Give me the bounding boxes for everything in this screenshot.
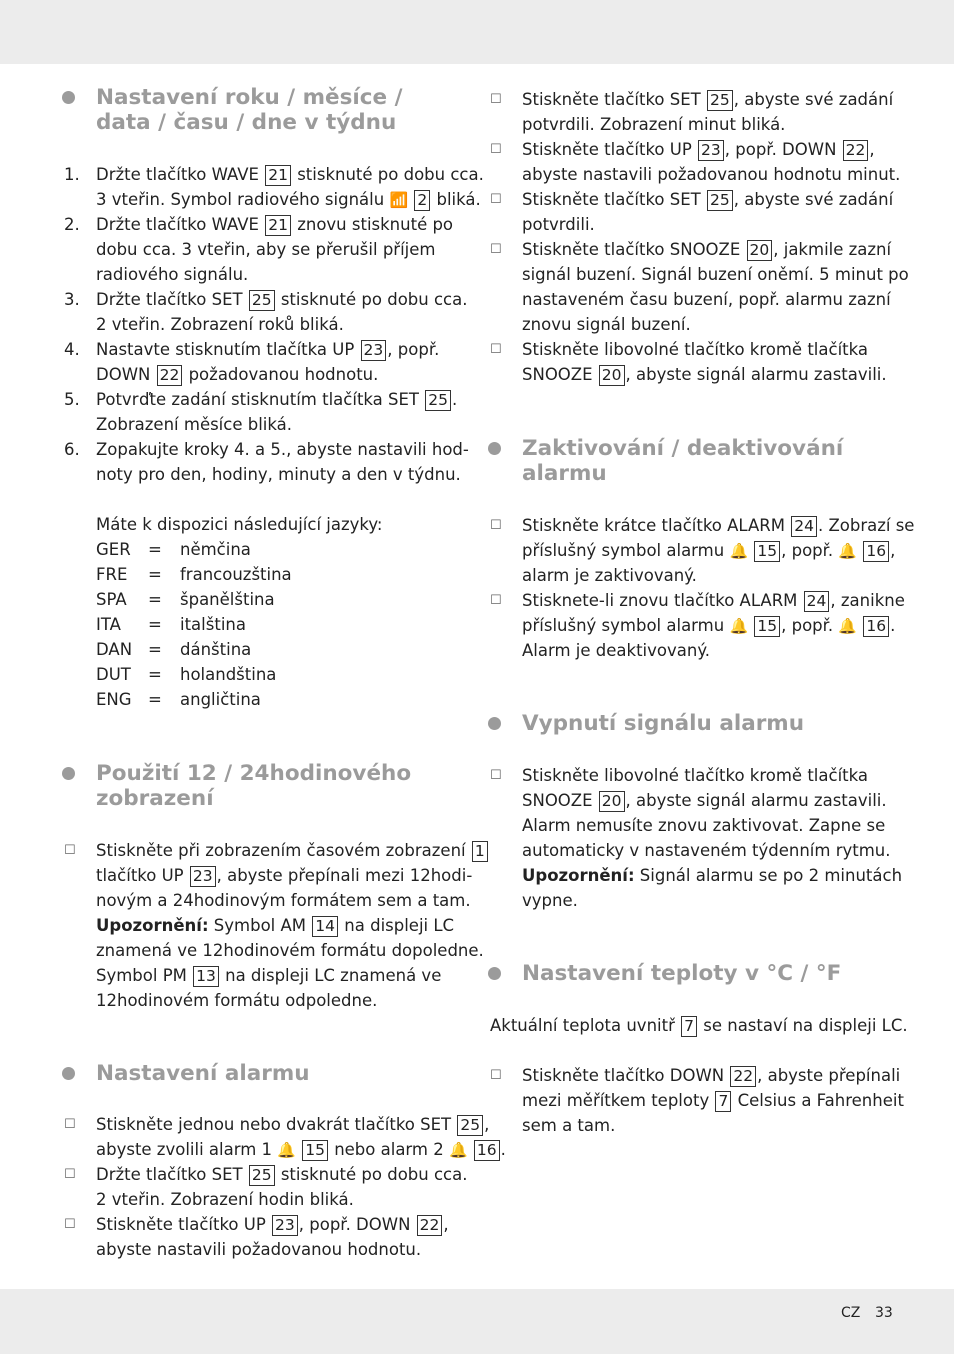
text-line: sem a tam. (522, 1116, 616, 1135)
part-number-ref: 13 (193, 966, 219, 987)
text-line: Držte tlačítko WAVE 21 znovu stisknuté po (96, 215, 454, 234)
heading-bullet-icon (488, 442, 501, 455)
part-number-ref: 20 (747, 240, 773, 261)
part-number-ref: 16 (474, 1140, 500, 1161)
paragraph-text: Aktuální teplota uvnitř 7 se nastaví na displeji LC. (490, 1016, 908, 1035)
part-number-ref: 15 (754, 541, 780, 562)
alarm-bell-icon: 🔔 (277, 1141, 296, 1159)
heading-text: Vypnutí signálu alarmu (522, 711, 805, 736)
part-number-ref: 23 (272, 1215, 298, 1236)
text-line: alarm je zaktivovaný. (522, 566, 697, 585)
text-line: novým a 24hodinovým formátem sem a tam. (96, 891, 471, 910)
text-line: Stiskněte libovolné tlačítko kromě tlačítka (522, 766, 868, 785)
text-line: 2 vteřin. Zobrazení roků bliká. (96, 315, 344, 334)
step-number: 1. (64, 165, 80, 184)
part-number-ref: 25 (457, 1115, 483, 1136)
text-line: Nastavte stisknutím tlačítka UP 23 , popř. (96, 340, 440, 359)
part-number-ref: 1 (472, 841, 488, 862)
part-number-ref: 22 (417, 1215, 443, 1236)
equals-sign: = (148, 640, 162, 659)
text-line: Stiskněte tlačítko UP 23 , popř. DOWN 22 , (522, 140, 875, 159)
text-line: Stiskněte krátce tlačítko ALARM 24 . Zobrazí se (522, 516, 915, 535)
checkbox-bullet-icon: ☐ (490, 242, 502, 257)
footer-language: CZ (841, 1305, 861, 1321)
checkbox-bullet-icon: ☐ (490, 768, 502, 783)
equals-sign: = (148, 690, 162, 709)
part-number-ref: 7 (681, 1016, 697, 1037)
text-line: noty pro den, hodiny, minuty a den v týdnu. (96, 465, 461, 484)
checkbox-bullet-icon: ☐ (64, 1117, 76, 1132)
language-name: španělština (180, 590, 275, 609)
part-number-ref: 25 (707, 90, 733, 111)
text-line: 3 vteřin. Symbol radiového signálu 📶 2 bliká. (96, 187, 481, 213)
text-line: Stiskněte tlačítko DOWN 22 , abyste přepínali (522, 1066, 901, 1085)
text-line: abyste nastavili požadovanou hodnotu. (96, 1240, 422, 1259)
text-line: Zopakujte kroky 4. a 5., abyste nastavili hod- (96, 440, 469, 459)
text-line: abyste nastavili požadovanou hodnotu minut. (522, 165, 901, 184)
footer-page-number: 33 (875, 1305, 893, 1321)
part-number-ref: 24 (804, 591, 830, 612)
footer-band (0, 1289, 954, 1354)
part-number-ref: 23 (190, 866, 216, 887)
part-number-ref: 22 (843, 140, 869, 161)
part-number-ref: 22 (157, 365, 183, 386)
text-line: SNOOZE 20 , abyste signál alarmu zastavili. (522, 365, 887, 384)
text-line: DOWN 22 požadovanou hodnotu. (96, 365, 379, 384)
text-line: radiového signálu. (96, 265, 249, 284)
languages-intro: Máte k dispozici následující jazyky: (96, 515, 383, 534)
text-line: vypne. (522, 891, 578, 910)
language-code: FRE (96, 565, 128, 584)
text-line: příslušný symbol alarmu 🔔 15 , popř. 🔔 16 . (522, 613, 895, 639)
checkbox-bullet-icon: ☐ (490, 342, 502, 357)
heading-text: Nastavení alarmu (96, 1061, 310, 1086)
text-line: Stiskněte libovolné tlačítko kromě tlačítka (522, 340, 868, 359)
alarm-bell-icon: 🔔 (448, 1141, 468, 1159)
step-number: 2. (64, 215, 80, 234)
note-label: Upozornění: (96, 916, 209, 935)
part-number-ref: 25 (249, 1165, 275, 1186)
header-band (0, 0, 954, 64)
checkbox-bullet-icon: ☐ (490, 142, 502, 157)
language-name: dánština (180, 640, 252, 659)
equals-sign: = (148, 565, 162, 584)
heading-text: Zaktivování / deaktivování alarmu (522, 436, 844, 486)
text-line: Stiskněte tlačítko UP 23 , popř. DOWN 22 , (96, 1215, 449, 1234)
part-number-ref: 25 (425, 390, 451, 411)
heading-text: Nastavení roku / měsíce / data / času / dne v týdnu (96, 85, 403, 135)
part-number-ref: 22 (730, 1066, 756, 1087)
checkbox-bullet-icon: ☐ (490, 518, 502, 533)
text-line: Stiskněte jednou nebo dvakrát tlačítko SET 25 , (96, 1115, 490, 1134)
text-line: Držte tlačítko WAVE 21 stisknuté po dobu cca. (96, 165, 484, 184)
language-name: němčina (180, 540, 251, 559)
part-number-ref: 23 (698, 140, 724, 161)
part-number-ref: 25 (707, 190, 733, 211)
text-line: Upozornění: Symbol AM 14 na displeji LC (96, 916, 455, 935)
part-number-ref: 14 (312, 916, 338, 937)
text-line: znamená ve 12hodinovém formátu dopoledne. (96, 941, 484, 960)
language-code: DUT (96, 665, 131, 684)
part-number-ref: 2 (414, 190, 430, 211)
part-number-ref: 20 (599, 791, 625, 812)
text-line: potvrdili. Zobrazení minut bliká. (522, 115, 786, 134)
checkbox-bullet-icon: ☐ (490, 92, 502, 107)
step-number: 4. (64, 340, 80, 359)
language-name: holandština (180, 665, 277, 684)
heading-bullet-icon (62, 1067, 75, 1080)
checkbox-bullet-icon: ☐ (64, 1217, 76, 1232)
radio-signal-icon: 📶 (389, 191, 409, 209)
heading-bullet-icon (488, 717, 501, 730)
heading-text: Nastavení teploty v °C / °F (522, 961, 842, 986)
alarm-bell-icon: 🔔 (838, 617, 858, 635)
text-line: Stiskněte tlačítko SNOOZE 20 , jakmile zazní (522, 240, 892, 259)
part-number-ref: 21 (265, 165, 291, 186)
text-line: znovu signál buzení. (522, 315, 691, 334)
text-line: Alarm je deaktivovaný. (522, 641, 710, 660)
step-number: 5. (64, 390, 80, 409)
heading-bullet-icon (62, 91, 75, 104)
text-line: signál buzení. Signál buzení oněmí. 5 minut po (522, 265, 909, 284)
part-number-ref: 15 (302, 1140, 328, 1161)
text-line: Zobrazení měsíce bliká. (96, 415, 293, 434)
part-number-ref: 16 (863, 541, 889, 562)
part-number-ref: 7 (715, 1091, 731, 1112)
text-line: Upozornění: Signál alarmu se po 2 minutách (522, 866, 903, 885)
language-code: ITA (96, 615, 121, 634)
text-line: Držte tlačítko SET 25 stisknuté po dobu cca. (96, 1165, 468, 1184)
text-line: potvrdili. (522, 215, 595, 234)
part-number-ref: 16 (863, 616, 889, 637)
heading-text: Použití 12 / 24hodinového zobrazení (96, 761, 412, 811)
part-number-ref: 24 (791, 516, 817, 537)
text-line: SNOOZE 20 , abyste signál alarmu zastavili. (522, 791, 887, 810)
language-name: italština (180, 615, 246, 634)
step-number: 6. (64, 440, 80, 459)
text-line: mezi měřítkem teploty 7 Celsius a Fahrenheit (522, 1091, 904, 1110)
equals-sign: = (148, 665, 162, 684)
text-line: Stisknete-li znovu tlačítko ALARM 24 , zanikne (522, 591, 905, 610)
equals-sign: = (148, 590, 162, 609)
text-line: automaticky v nastaveném týdenním rytmu. (522, 841, 891, 860)
text-line: příslušný symbol alarmu 🔔 15 , popř. 🔔 16 , (522, 538, 895, 564)
alarm-bell-icon: 🔔 (729, 617, 749, 635)
part-number-ref: 23 (361, 340, 387, 361)
text-line: Držte tlačítko SET 25 stisknuté po dobu cca. (96, 290, 468, 309)
text-line: Stiskněte tlačítko SET 25 , abyste své zadání (522, 190, 894, 209)
text-line: Stiskněte tlačítko SET 25 , abyste své zadání (522, 90, 894, 109)
part-number-ref: 21 (265, 215, 291, 236)
equals-sign: = (148, 540, 162, 559)
note-label: Upozornění: (522, 866, 635, 885)
language-code: SPA (96, 590, 127, 609)
text-line: Symbol PM 13 na displeji LC znamená ve (96, 966, 442, 985)
step-number: 3. (64, 290, 80, 309)
text-line: tlačítko UP 23 , abyste přepínali mezi 12hodi- (96, 866, 473, 885)
equals-sign: = (148, 615, 162, 634)
checkbox-bullet-icon: ☐ (490, 593, 502, 608)
heading-bullet-icon (62, 767, 75, 780)
text-line: dobu cca. 3 vteřin, aby se přerušil příjem (96, 240, 436, 259)
checkbox-bullet-icon: ☐ (490, 192, 502, 207)
heading-bullet-icon (488, 967, 501, 980)
part-number-ref: 15 (754, 616, 780, 637)
text-line: nastaveném času buzení, popř. alarmu zazní (522, 290, 891, 309)
checkbox-bullet-icon: ☐ (64, 1167, 76, 1182)
alarm-bell-icon: 🔔 (838, 542, 858, 560)
text-line: Alarm nemusíte znovu zaktivovat. Zapne se (522, 816, 886, 835)
language-code: DAN (96, 640, 133, 659)
part-number-ref: 25 (249, 290, 275, 311)
language-code: GER (96, 540, 131, 559)
language-code: ENG (96, 690, 132, 709)
text-line: 12hodinovém formátu odpoledne. (96, 991, 378, 1010)
checkbox-bullet-icon: ☐ (490, 1068, 502, 1083)
text-line: abyste zvolili alarm 1 🔔 15 nebo alarm 2 🔔 16 . (96, 1137, 506, 1163)
alarm-bell-icon: 🔔 (729, 542, 749, 560)
part-number-ref: 20 (599, 365, 625, 386)
checkbox-bullet-icon: ☐ (64, 843, 76, 858)
text-line: Stiskněte při zobrazením časovém zobrazení 1 (96, 838, 489, 863)
language-name: angličtina (180, 690, 261, 709)
text-line: 2 vteřin. Zobrazení hodin bliká. (96, 1190, 354, 1209)
language-name: francouzština (180, 565, 292, 584)
text-line: Potvrďte zadání stisknutím tlačítka SET 25 . (96, 390, 458, 409)
